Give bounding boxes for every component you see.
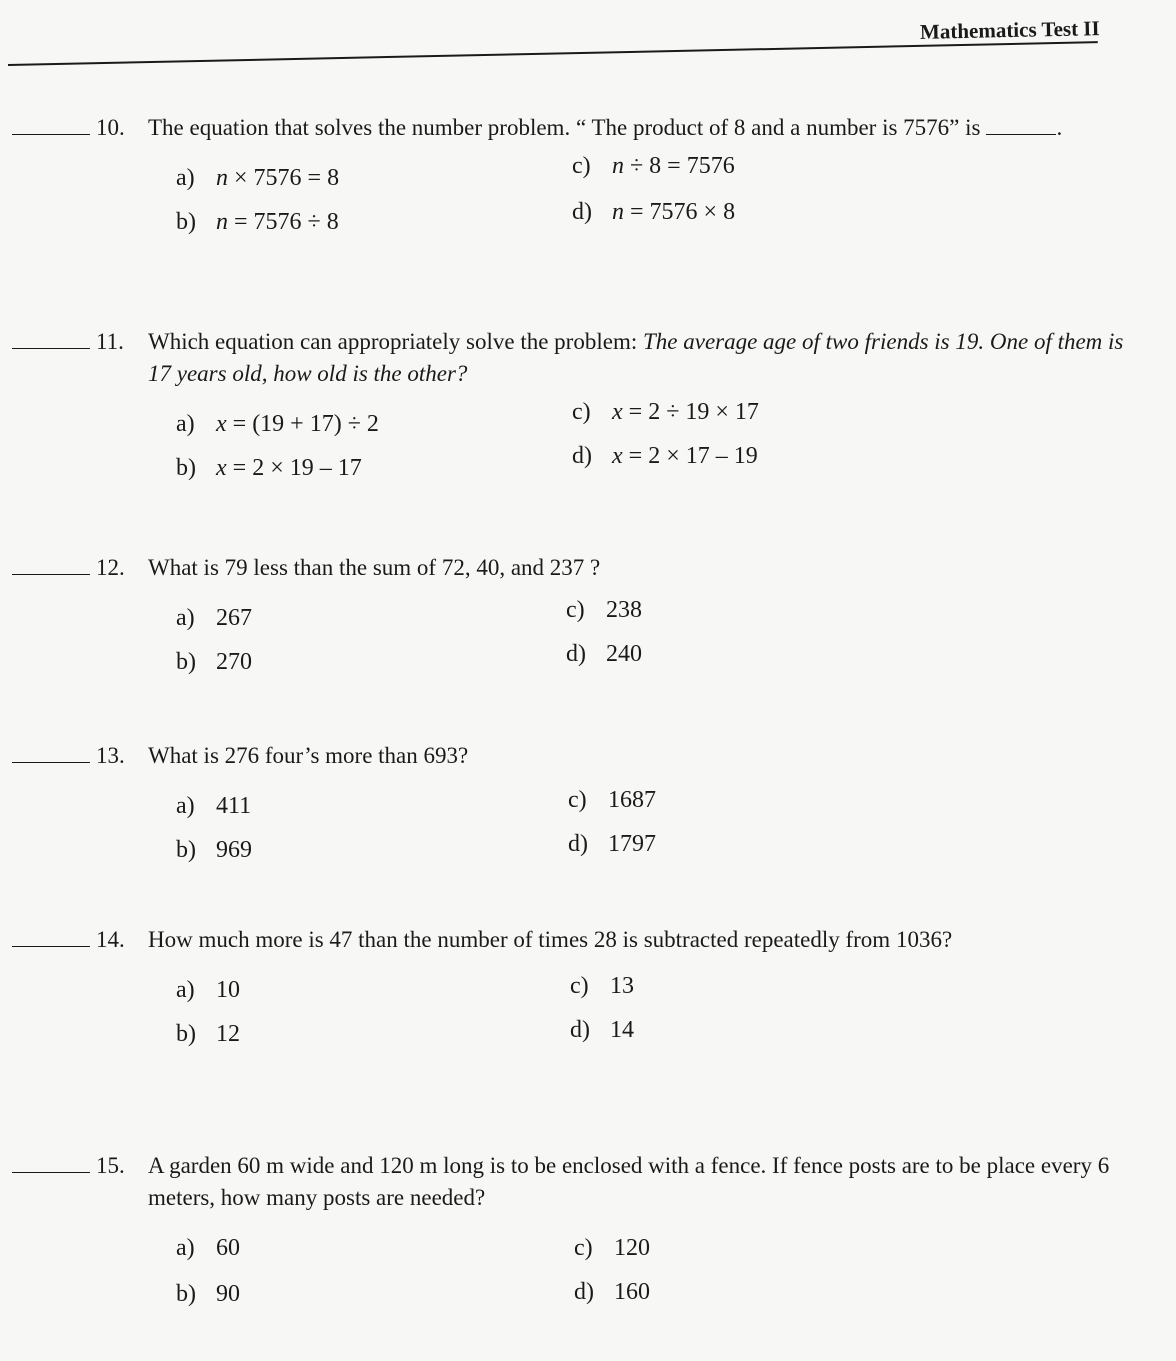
option-a[interactable]: a) 60 — [176, 1235, 240, 1262]
option-a[interactable]: a) 10 — [176, 977, 240, 1004]
option-d[interactable]: d) 240 — [566, 641, 642, 668]
question-number: 12. — [96, 555, 125, 580]
answer-blank[interactable] — [12, 574, 90, 575]
option-c[interactable]: c) 1687 — [568, 787, 656, 814]
option-b[interactable]: b) 90 — [176, 1281, 240, 1308]
option-c[interactable]: c) 238 — [566, 597, 642, 624]
options — [176, 1232, 1152, 1324]
option-a[interactable]: a) 267 — [176, 605, 252, 632]
option-c[interactable]: c) n ÷ 8 = 7576 — [572, 153, 735, 180]
header-divider — [8, 41, 1098, 66]
options — [176, 787, 1152, 882]
question-10 — [12, 112, 1152, 254]
question-number: 14. — [96, 927, 125, 952]
fill-in-blank — [986, 134, 1056, 135]
options — [176, 153, 1152, 254]
option-b[interactable]: b) n = 7576 ÷ 8 — [176, 209, 339, 236]
question-13 — [12, 740, 1152, 882]
answer-blank[interactable] — [12, 348, 90, 349]
question-number: 13. — [96, 743, 125, 768]
option-a[interactable]: a) n × 7576 = 8 — [176, 165, 340, 192]
option-d[interactable]: d) n = 7576 × 8 — [572, 199, 736, 226]
question-text: What is 79 less than the sum of 72, 40, and 237 ? — [148, 555, 601, 580]
answer-blank[interactable] — [12, 1172, 90, 1173]
question-text: A garden 60 m wide and 120 m long is to be enclosed with a fence. If fence posts are to be place every 6 meters, how many posts are needed? — [148, 1153, 1110, 1211]
question-number: 11. — [96, 329, 124, 354]
page-header-title: Mathematics Test II — [920, 16, 1101, 44]
option-c[interactable]: c) 13 — [570, 973, 634, 1000]
option-b[interactable]: b) 270 — [176, 649, 252, 676]
options — [176, 974, 1152, 1066]
option-c[interactable]: c) 120 — [574, 1235, 650, 1262]
option-a[interactable]: a) 411 — [176, 793, 252, 820]
answer-blank[interactable] — [12, 946, 90, 947]
option-c[interactable]: c) x = 2 ÷ 19 × 17 — [572, 399, 759, 426]
option-b[interactable]: b) 12 — [176, 1021, 240, 1048]
option-d[interactable]: d) x = 2 × 17 – 19 — [572, 443, 758, 470]
option-d[interactable]: d) 14 — [570, 1017, 634, 1044]
option-b[interactable]: b) x = 2 × 19 – 17 — [176, 455, 362, 482]
option-b[interactable]: b) 969 — [176, 837, 252, 864]
option-a[interactable]: a) x = (19 + 17) ÷ 2 — [176, 411, 379, 438]
question-number: 15. — [96, 1153, 125, 1178]
question-text: What is 276 four’s more than 693? — [148, 743, 469, 768]
option-d[interactable]: d) 1797 — [568, 831, 656, 858]
answer-blank[interactable] — [12, 762, 90, 763]
answer-blank[interactable] — [12, 134, 90, 135]
question-14 — [12, 924, 1152, 1066]
question-12 — [12, 552, 1152, 694]
question-text: Which equation can appropriately solve the problem: The average age of two friends is 19. One of them is 17 years old, how old is the other? — [148, 329, 1124, 387]
question-15 — [12, 1150, 1152, 1324]
question-number: 10. — [96, 115, 125, 140]
question-text: How much more is 47 than the number of times 28 is subtracted repeatedly from 1036? — [148, 927, 953, 952]
question-text: The equation that solves the number problem. “ The product of 8 and a number is 7576” is . — [148, 115, 1063, 140]
option-d[interactable]: d) 160 — [574, 1279, 650, 1306]
question-11 — [12, 326, 1152, 500]
options — [176, 597, 1152, 694]
options — [176, 399, 1152, 500]
